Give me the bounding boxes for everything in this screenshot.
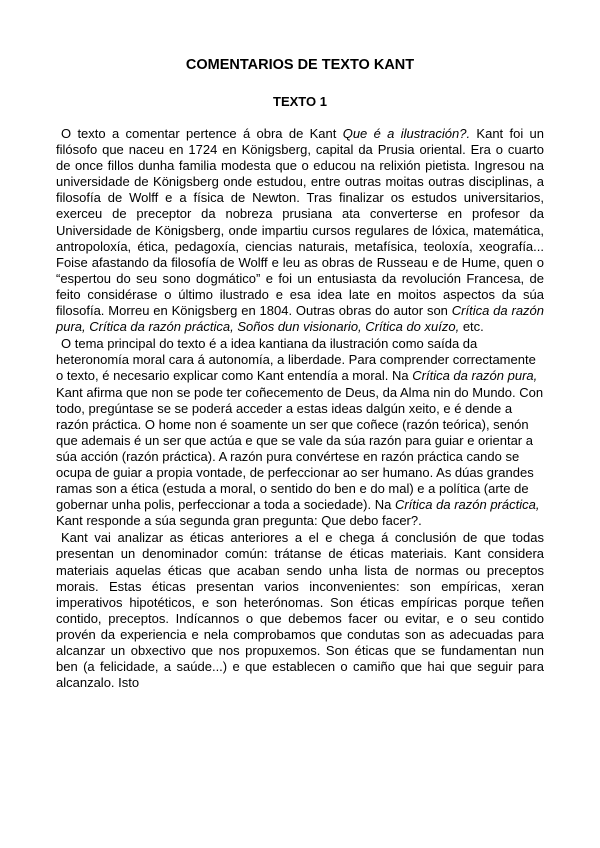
text-run: etc. [459,319,484,335]
paragraph-1 [56,126,544,335]
document-page [56,56,544,691]
italic-run: Crítica da razón pura, Crítica da razón práctica, Soños dun visionario, Crítica do xuízo, [56,303,545,335]
text-run: O tema principal do texto é a idea kantiana da ilustración como saída da heteronomía moral cara á autonomía, a liberdade. Para comprender correctamente o texto, é necesario explicar como Kant entendía a moral. Na [56,336,536,384]
italic-run: Crítica da razón práctica, [394,497,540,513]
text-run: Kant responde a súa segunda gran pregunta: Que debo facer?. [56,513,422,529]
page-title: COMENTARIOS DE TEXTO KANT [185,57,415,73]
italic-run: Crítica da razón pura, [412,368,538,384]
paragraph-3 [56,530,544,691]
italic-run: Que é a ilustración?. [342,126,471,141]
text-run: Kant foi un filósofo que naceu en 1724 en Königsberg, capital da Prusia oriental. Era o cuarto de once fillos dunha familia modesta que o educou na relixión pietista. Ingresou na universidade de Königsberg onde estudou, entre outras moitas outras disciplinas, a filosofía de Wolff e a física de Newton. Tras finalizar os estudos universitarios, exerceu de preceptor da nobreza prusiana ata converterse en profesor da Universidade de Königsberg, onde impartiu cursos regulares de lóxica, matemática, antropoloxía, ética, pedagoxía, ciencias naturais, metafísica, teoloxía, xeografía... Foise afastando da filosofía de Wolff e leu as obras de Russeau e de Hume, quen o “espertou do seu sono dogmático” e foi un entusiasta da revolución Francesa, de feito considérase o último ilustrado e esa idea late en moitos aspectos da súa filosofía. Morreu en Königsberg en 1804. Outras obras do autor son [56,126,545,319]
text-run: O texto a comentar pertence á obra de Kant [61,126,343,141]
section-heading: TEXTO 1 [273,94,327,109]
text-run: Kant afirma que non se pode ter coñecemento de Deus, da Alma nin do Mundo. Con todo, pregúntase se se poderá acceder a estas ideas dalgún xeito, e é dende a razón práctica. O home non é soamente un ser que coñece (razón teórica), senón que ademais é un ser que actúa e que se vale da súa razón para guiar e orientar a súa acción (razón práctica). A razón pura convértese en razón práctica cando se ocupa de guiar a propia vontade, de perfeccionar ao ser humano. As dúas grandes ramas son a ética (estuda a moral, o sentido do ben e do mal) e a política (arte de gobernar unha polis, perfeccionar a toda a sociedade). Na [56,384,544,513]
paragraph-2 [56,336,544,529]
text-run: Kant vai analizar as éticas anteriores a el e chega á conclusión de que todas presentan un denominador común: trátanse de éticas materiais. Kant considera materiais aquelas éticas que acaban sendo unha lista de normas ou preceptos morais. Estas éticas presentan varios inconvenientes: son empíricas, xeran imperativos hipotéticos, e son heterónomas. Son éticas empíricas porque teñen contido, preceptos. Indícannos o que debemos facer ou evitar, e o seu contido provén da experiencia e nela comprobamos que condutas son as adecuadas para alcanzar un obxectivo que nos propuxemos. Son éticas que se fundamentan nun ben (a felicidade, a saúde...) e que establecen o camiño que hai que seguir para alcanzalo. Isto [56,530,544,691]
